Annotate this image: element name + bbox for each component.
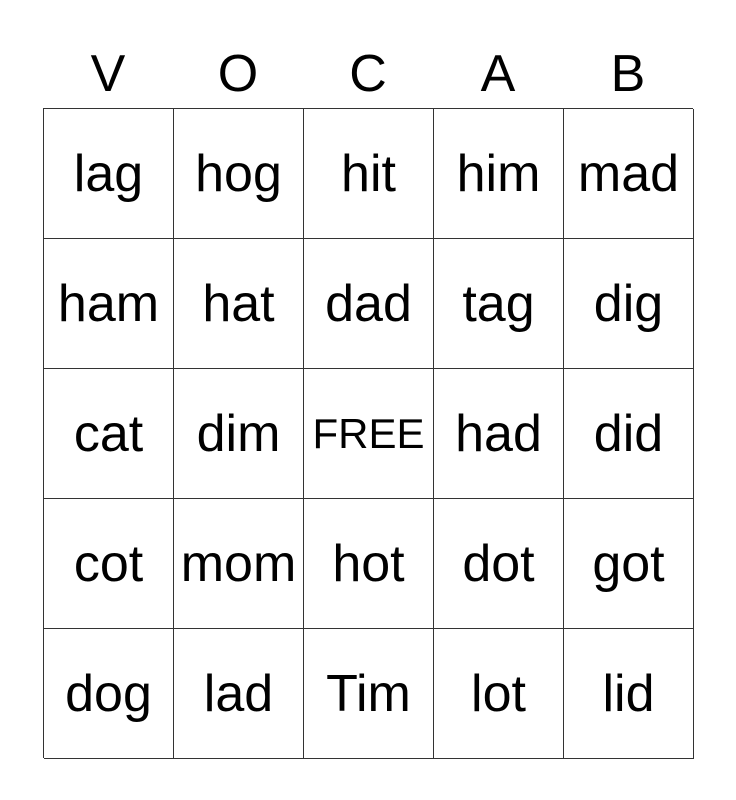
bingo-cell[interactable]: mom bbox=[174, 499, 304, 629]
bingo-cell[interactable]: hot bbox=[304, 499, 434, 629]
header-letter-a: A bbox=[480, 45, 516, 103]
bingo-cell[interactable]: cot bbox=[44, 499, 174, 629]
bingo-cell[interactable]: lag bbox=[44, 109, 174, 239]
header-letter-c: C bbox=[349, 45, 387, 103]
free-space-cell[interactable]: FREE bbox=[304, 369, 434, 499]
bingo-cell[interactable]: dim bbox=[174, 369, 304, 499]
bingo-header bbox=[43, 40, 693, 108]
bingo-cell[interactable]: had bbox=[434, 369, 564, 499]
bingo-cell[interactable]: dot bbox=[434, 499, 564, 629]
bingo-cell[interactable]: tag bbox=[434, 239, 564, 369]
bingo-cell[interactable]: lot bbox=[434, 629, 564, 759]
bingo-cell[interactable]: hit bbox=[304, 109, 434, 239]
bingo-cell[interactable]: hog bbox=[174, 109, 304, 239]
bingo-cell[interactable]: got bbox=[564, 499, 694, 629]
bingo-cell[interactable]: lid bbox=[564, 629, 694, 759]
header-letter-o: O bbox=[217, 45, 259, 103]
bingo-cell[interactable]: him bbox=[434, 109, 564, 239]
bingo-cell[interactable]: ham bbox=[44, 239, 174, 369]
bingo-cell[interactable]: hat bbox=[174, 239, 304, 369]
bingo-cell[interactable]: Tim bbox=[304, 629, 434, 759]
bingo-cell[interactable]: dig bbox=[564, 239, 694, 369]
bingo-grid bbox=[43, 108, 693, 758]
header-letter-b: B bbox=[610, 45, 646, 103]
header-letter-v: V bbox=[90, 45, 126, 103]
bingo-cell[interactable]: cat bbox=[44, 369, 174, 499]
bingo-card bbox=[43, 40, 693, 758]
bingo-cell[interactable]: did bbox=[564, 369, 694, 499]
bingo-cell[interactable]: dog bbox=[44, 629, 174, 759]
bingo-cell[interactable]: dad bbox=[304, 239, 434, 369]
bingo-cell[interactable]: lad bbox=[174, 629, 304, 759]
bingo-cell[interactable]: mad bbox=[564, 109, 694, 239]
